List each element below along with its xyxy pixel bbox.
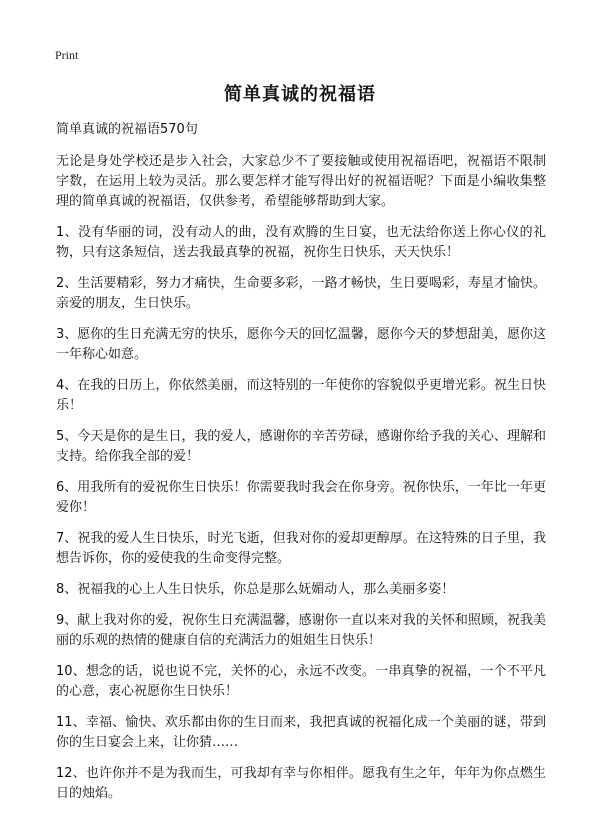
list-item: 3、愿你的生日充满无穷的快乐，愿你今天的回忆温馨，愿你今天的梦想甜美，愿你这一年称心如意。 <box>56 327 546 362</box>
list-item: 6、用我所有的爱祝你生日快乐！你需要我时我会在你身旁。祝你快乐，一年比一年更爱你！ <box>56 480 546 515</box>
list-item: 4、在我的日历上，你依然美丽，而这特别的一年使你的容貌似乎更增光彩。祝生日快乐！ <box>56 378 546 413</box>
list-item: 1、没有华丽的词，没有动人的曲，没有欢腾的生日宴，也无法给你送上你心仪的礼物，只有这条短信，送去我最真挚的祝福，祝你生日快乐，天天快乐！ <box>56 225 546 260</box>
article-body <box>56 120 546 815</box>
list-item: 8、祝福我的心上人生日快乐，你总是那么妩媚动人，那么美丽多姿！ <box>56 582 455 597</box>
article-subtitle: 简单真诚的祝福语570句 <box>56 122 198 137</box>
list-item: 7、祝我的爱人生日快乐，时光飞逝，但我对你的爱却更醇厚。在这特殊的日子里，我想告诉你，你的爱使我的生命变得完整。 <box>56 531 546 566</box>
list-item: 5、今天是你的是生日，我的爱人，感谢你的辛苦劳碌，感谢你给予我的关心、理解和支持。给你我全部的爱！ <box>56 429 546 464</box>
list-item: 2、生活要精彩，努力才痛快，生命要多彩，一路才畅快，生日要喝彩，寿星才愉快。亲爱的朋友，生日快乐。 <box>56 276 546 311</box>
list-item: 9、献上我对你的爱，祝你生日充满温馨，感谢你一直以来对我的关怀和照顾，祝我美丽的乐观的热情的健康自信的充满活力的姐姐生日快乐！ <box>56 613 546 648</box>
intro-paragraph: 无论是身处学校还是步入社会，大家总少不了要接触或使用祝福语吧，祝福语不限制字数，在运用上较为灵活。那么要怎样才能写得出好的祝福语呢？下面是小编收集整理的简单真诚的祝福语，仅供参考，希望能够帮助到大家。 <box>56 154 546 209</box>
list-item: 10、想念的话，说也说不完，关怀的心，永远不改变。一串真挚的祝福，一个不平凡的心意，衷心祝愿你生日快乐！ <box>56 664 546 699</box>
list-item: 12、也许你并不是为我而生，可我却有幸与你相伴。愿我有生之年，年年为你点燃生日的烛焰。 <box>56 766 546 801</box>
list-item: 11、幸福、愉快、欢乐都由你的生日而来，我把真诚的祝福化成一个美丽的谜，带到你的生日宴会上来，让你猜…… <box>56 715 546 750</box>
print-link[interactable]: Print <box>55 48 79 62</box>
page-title: 简单真诚的祝福语 <box>224 84 376 105</box>
